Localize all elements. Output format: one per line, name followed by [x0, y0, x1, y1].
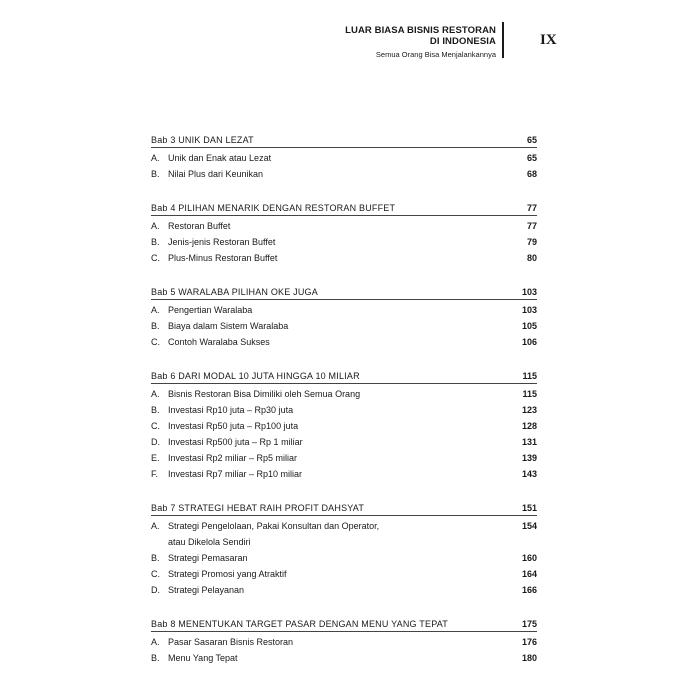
toc-item: [151, 582, 537, 598]
chapter-page: 151: [521, 503, 537, 513]
item-title: Investasi Rp2 miliar – Rp5 miliar: [168, 453, 298, 463]
section-gap: [151, 266, 537, 285]
item-page: 79: [526, 237, 537, 247]
item-page: 164: [521, 569, 537, 579]
section-gap: [151, 350, 537, 369]
item-title-wrap: [168, 466, 497, 482]
item-title-wrap: [168, 234, 497, 250]
item-letter: D.: [151, 585, 160, 595]
item-letter: B.: [151, 169, 160, 179]
chapter-row: [151, 285, 537, 300]
toc-item: [151, 334, 537, 350]
chapter-page: 65: [526, 135, 537, 145]
item-page: 166: [521, 585, 537, 595]
item-title: Investasi Rp500 juta – Rp 1 miliar: [168, 437, 303, 447]
item-letter: A.: [151, 305, 160, 315]
item-letter: C.: [151, 337, 160, 347]
chapter-title: Bab 8 MENENTUKAN TARGET PASAR DENGAN MENU YANG TEPAT: [151, 619, 448, 629]
item-page: 160: [521, 553, 537, 563]
book-subtitle: Semua Orang Bisa Menjalankannya: [375, 50, 496, 59]
item-title: Investasi Rp50 juta – Rp100 juta: [168, 421, 299, 431]
item-page: 80: [526, 253, 537, 263]
toc-item: [151, 634, 537, 650]
item-letter: B.: [151, 321, 160, 331]
item-title-wrap: [168, 150, 497, 166]
toc-item: [151, 318, 537, 334]
item-title: Investasi Rp10 juta – Rp30 juta: [168, 405, 294, 415]
toc-item: [151, 550, 537, 566]
item-page: 103: [521, 305, 537, 315]
item-title-wrap: [168, 518, 497, 550]
item-title-wrap: [168, 566, 497, 582]
chapter-row: [151, 369, 537, 384]
item-title-wrap: [168, 418, 497, 434]
item-title-wrap: [168, 302, 497, 318]
item-page: 123: [521, 405, 537, 415]
toc-section: [151, 617, 537, 666]
item-letter: D.: [151, 437, 160, 447]
item-title-wrap: [168, 402, 497, 418]
toc-item: [151, 234, 537, 250]
item-title-wrap: [168, 166, 497, 182]
item-title: Bisnis Restoran Bisa Dimiliki oleh Semua Orang: [168, 389, 361, 399]
item-letter: F.: [151, 469, 159, 479]
chapter-row: [151, 201, 537, 216]
toc-item: [151, 518, 537, 550]
item-page: 77: [526, 221, 537, 231]
item-page: 115: [522, 389, 537, 399]
item-letter: A.: [151, 153, 160, 163]
item-page: 176: [521, 637, 537, 647]
item-page: 139: [521, 453, 537, 463]
header-divider: [502, 22, 504, 58]
chapter-row: [151, 501, 537, 516]
item-title-wrap: [168, 250, 497, 266]
item-title: Pasar Sasaran Bisnis Restoran: [168, 637, 294, 647]
toc-item: [151, 650, 537, 666]
item-title: Plus-Minus Restoran Buffet: [168, 253, 278, 263]
item-title: Strategi Pengelolaan, Pakai Konsultan dan Operator,: [168, 521, 380, 531]
item-title-wrap: [168, 650, 497, 666]
item-title: Strategi Pelayanan: [168, 585, 245, 595]
item-title-continued: atau Dikelola Sendiri: [168, 537, 251, 547]
item-title: Menu Yang Tepat: [168, 653, 238, 663]
item-title: Biaya dalam Sistem Waralaba: [168, 321, 289, 331]
item-title: Strategi Promosi yang Atraktif: [168, 569, 287, 579]
chapter-title: Bab 5 WARALABA PILIHAN OKE JUGA: [151, 287, 318, 297]
toc-item: [151, 466, 537, 482]
item-title-wrap: [168, 434, 497, 450]
item-title: Investasi Rp7 miliar – Rp10 miliar: [168, 469, 303, 479]
item-letter: A.: [151, 637, 160, 647]
item-letter: C.: [151, 421, 160, 431]
table-of-contents: [151, 133, 537, 666]
chapter-page: 175: [521, 619, 537, 629]
chapter-page: 103: [521, 287, 537, 297]
chapter-row: [151, 133, 537, 148]
chapter-title: Bab 6 DARI MODAL 10 JUTA HINGGA 10 MILIAR: [151, 371, 360, 381]
section-gap: [151, 598, 537, 617]
item-letter: E.: [151, 453, 160, 463]
toc-item: [151, 566, 537, 582]
toc-section: [151, 369, 537, 482]
item-letter: B.: [151, 405, 160, 415]
item-letter: B.: [151, 553, 160, 563]
toc-item: [151, 150, 537, 166]
book-title: [345, 26, 496, 47]
item-title-wrap: [168, 334, 497, 350]
toc-item: [151, 418, 537, 434]
item-letter: B.: [151, 653, 160, 663]
item-letter: A.: [151, 521, 160, 531]
item-page: 180: [521, 653, 537, 663]
item-page: 65: [526, 153, 537, 163]
item-letter: C.: [151, 569, 160, 579]
toc-section: [151, 133, 537, 182]
item-title-wrap: [168, 550, 497, 566]
item-page: 128: [521, 421, 537, 431]
item-letter: A.: [151, 389, 160, 399]
chapter-row: [151, 617, 537, 632]
toc-section: [151, 501, 537, 598]
item-title: Restoran Buffet: [168, 221, 231, 231]
item-title: Nilai Plus dari Keunikan: [168, 169, 264, 179]
item-letter: B.: [151, 237, 160, 247]
item-page: 68: [526, 169, 537, 179]
chapter-title: Bab 7 STRATEGI HEBAT RAIH PROFIT DAHSYAT: [151, 503, 365, 513]
item-page: 154: [521, 521, 537, 531]
item-page: 131: [521, 437, 537, 447]
toc-item: [151, 302, 537, 318]
toc-item: [151, 218, 537, 234]
page-header: [0, 22, 700, 58]
section-gap: [151, 482, 537, 501]
toc-item: [151, 434, 537, 450]
chapter-title: Bab 4 PILIHAN MENARIK DENGAN RESTORAN BUFFET: [151, 203, 396, 213]
toc-item: [151, 450, 537, 466]
page-number: IX: [540, 32, 557, 48]
item-title: Pengertian Waralaba: [168, 305, 253, 315]
item-title-wrap: [168, 450, 497, 466]
toc-item: [151, 402, 537, 418]
chapter-page: 77: [526, 203, 537, 213]
book-title-line-1: LUAR BIASA BISNIS RESTORAN: [345, 25, 496, 36]
item-title-wrap: [168, 582, 497, 598]
item-title-wrap: [168, 634, 497, 650]
toc-section: [151, 285, 537, 350]
toc-section: [151, 201, 537, 266]
item-title: Unik dan Enak atau Lezat: [168, 153, 272, 163]
chapter-title: Bab 3 UNIK DAN LEZAT: [151, 135, 254, 145]
toc-item: [151, 250, 537, 266]
item-title: Strategi Pemasaran: [168, 553, 248, 563]
toc-item: [151, 166, 537, 182]
item-page: 106: [521, 337, 537, 347]
item-title: Contoh Waralaba Sukses: [168, 337, 270, 347]
item-title: Jenis-jenis Restoran Buffet: [168, 237, 276, 247]
item-title-wrap: [168, 386, 497, 402]
item-title-wrap: [168, 318, 497, 334]
toc-item: [151, 386, 537, 402]
item-page: 143: [521, 469, 537, 479]
section-gap: [151, 182, 537, 201]
item-page: 105: [521, 321, 537, 331]
chapter-page: 115: [522, 371, 537, 381]
item-title-wrap: [168, 218, 497, 234]
item-letter: A.: [151, 221, 160, 231]
book-title-line-2: DI INDONESIA: [429, 35, 496, 47]
item-letter: C.: [151, 253, 160, 263]
